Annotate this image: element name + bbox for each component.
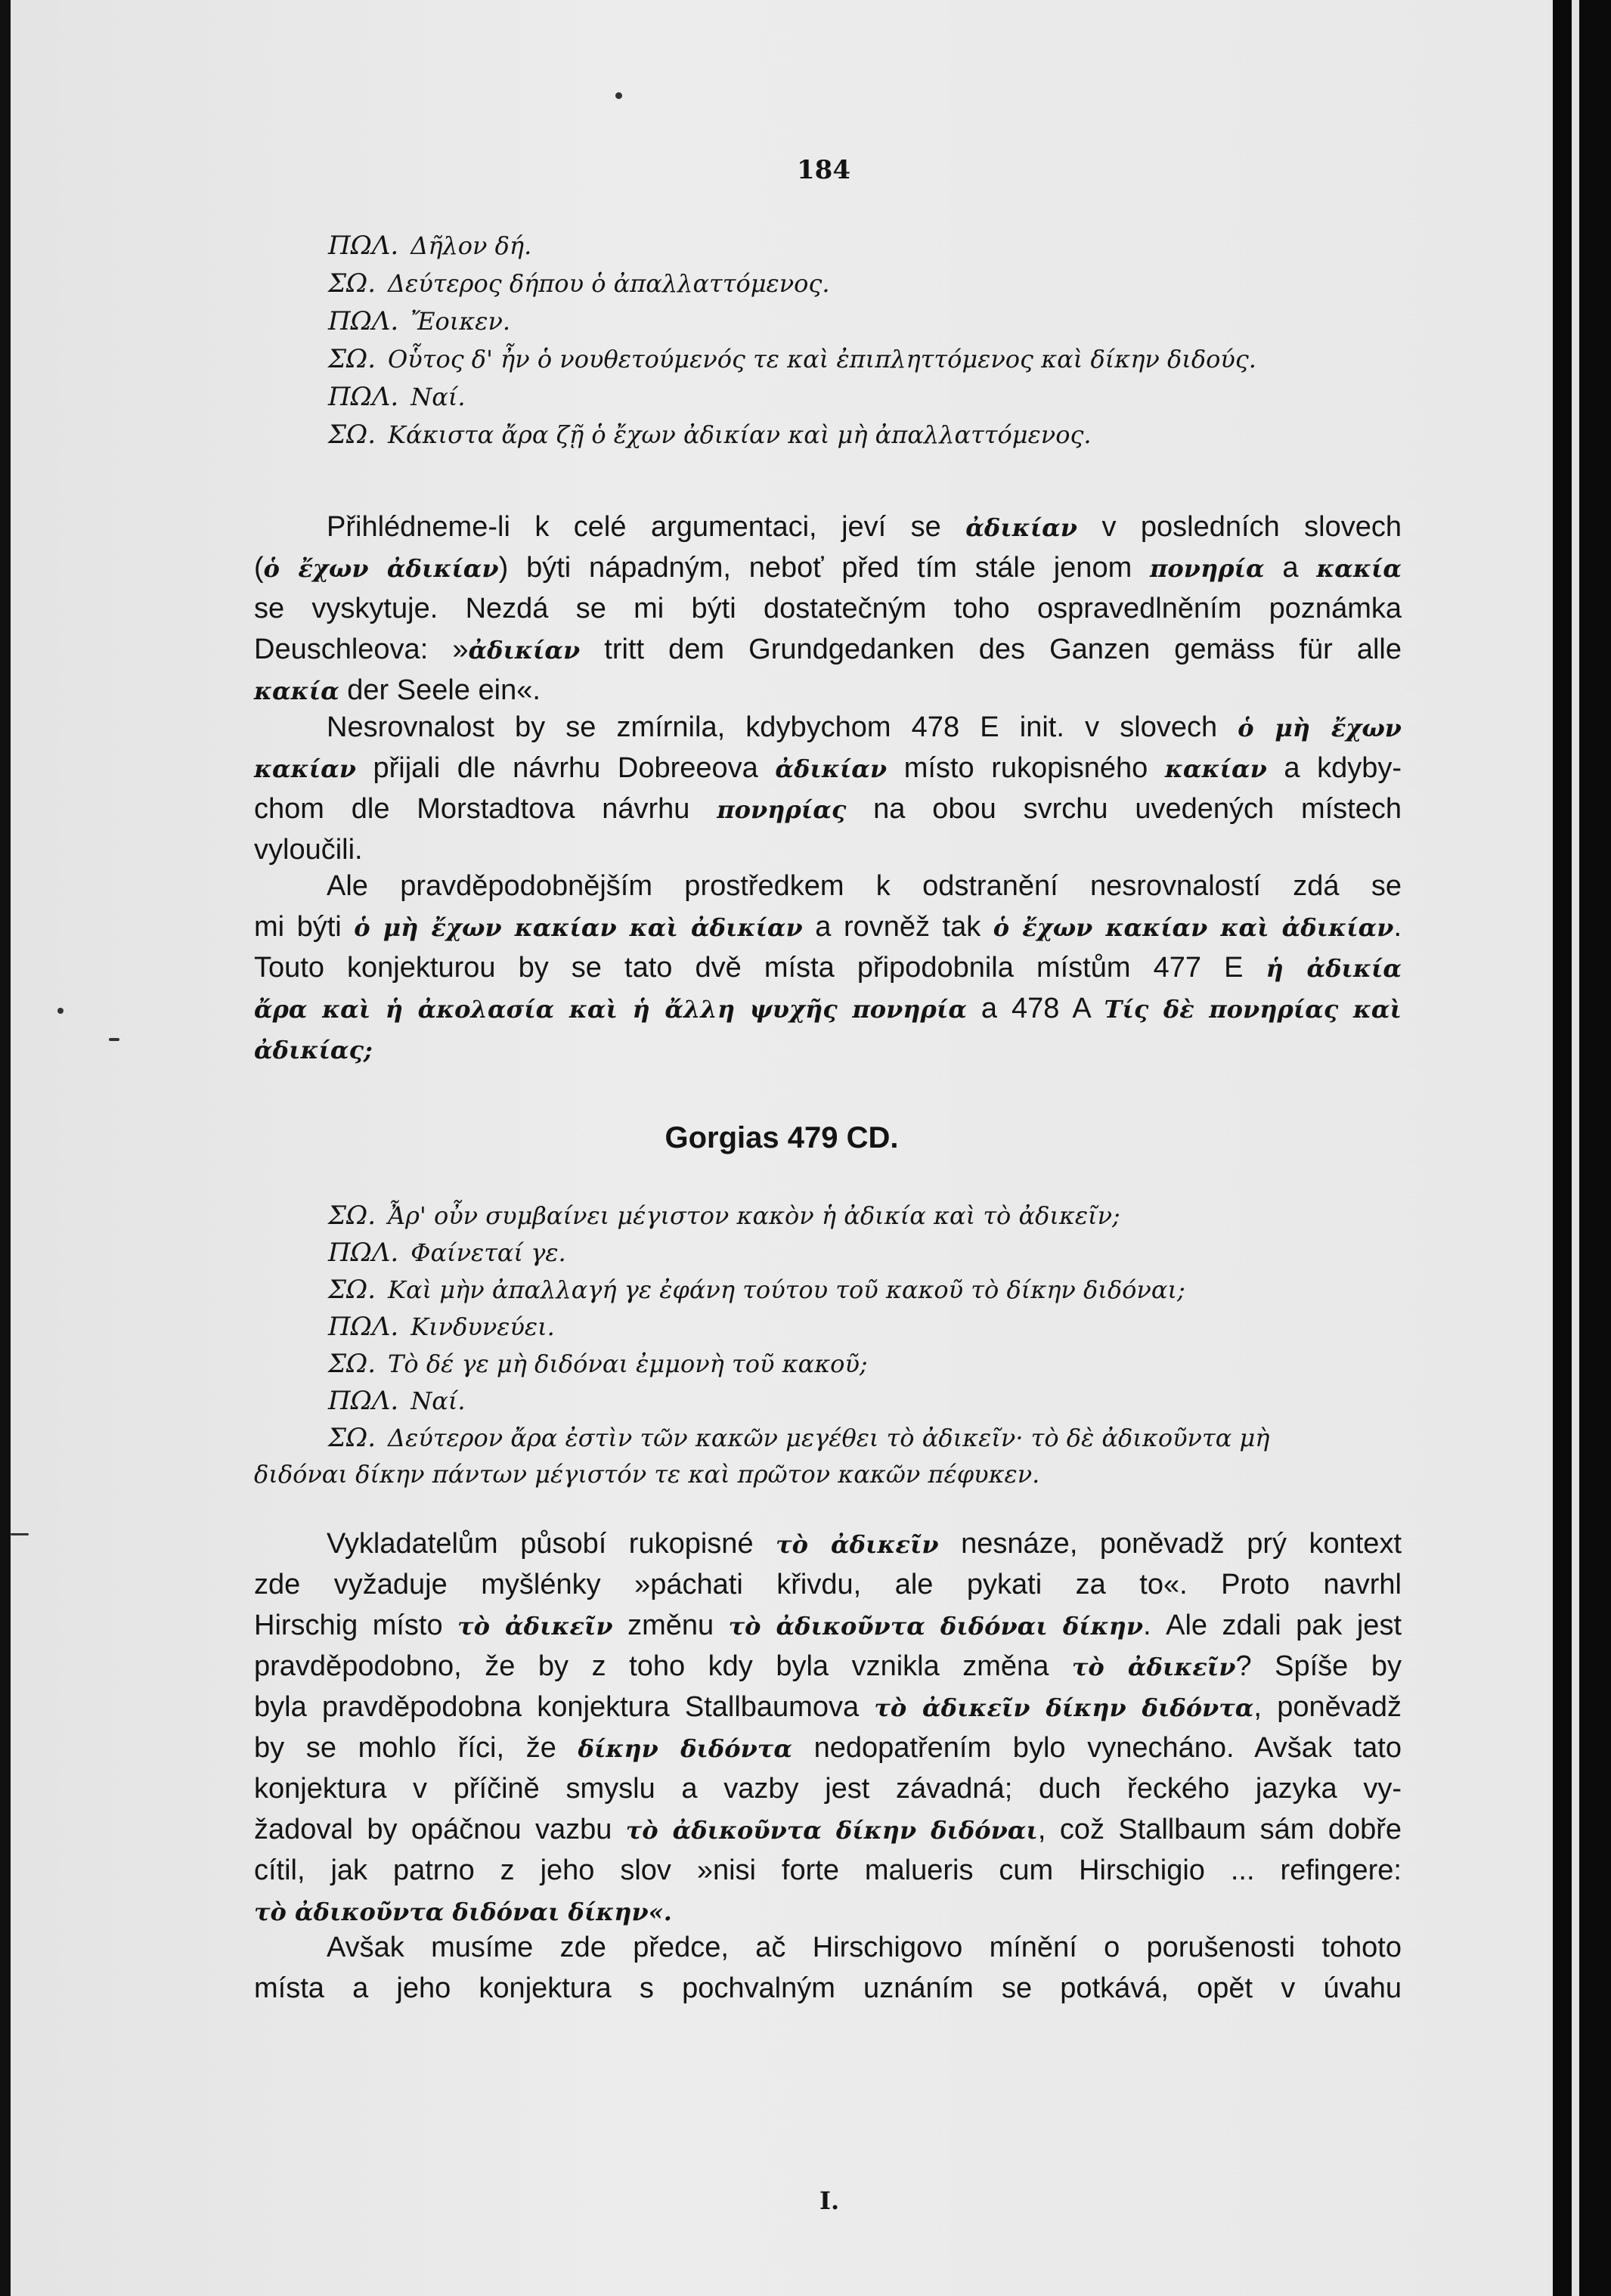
greek-term: ὁ ἔχων κακίαν καὶ ἀδικίαν xyxy=(993,913,1394,942)
text-run: konjektura v příčině smyslu a vazby jest závadná; duch řeckého jazyka vy- xyxy=(254,1773,1402,1805)
greek-term: κακίαν xyxy=(254,754,356,783)
text-run: nedopatřením bylo vynecháno. Avšak tato xyxy=(792,1732,1402,1764)
speaker-label: ΣΩ. xyxy=(328,1201,376,1231)
text-run: a xyxy=(1264,552,1317,584)
dialogue-line xyxy=(328,420,1092,450)
text-line xyxy=(254,594,1402,623)
greek-term: κακία xyxy=(254,677,339,705)
greek-quote: Φαίνεταί γε. xyxy=(410,1238,566,1267)
dialogue-line xyxy=(328,1312,555,1342)
text-run: místa a jeho konjektura s pochvalným uznáním se potkává, opět v úvahu xyxy=(254,1972,1402,2004)
greek-quote: Δεύτερον ἄρα ἐστὶν τῶν κακῶν μεγέθει τὸ ἀδικεῖν· τὸ δὲ ἀδικοῦντα μὴ xyxy=(388,1424,1270,1452)
text-run: . Ale zdali pak jest xyxy=(1143,1610,1402,1641)
scanned-page xyxy=(11,0,1553,2296)
greek-term: ὁ μὴ ἔχων κακίαν καὶ ἀδικίαν xyxy=(354,913,803,942)
greek-quote: Ναί. xyxy=(410,1387,466,1415)
text-run: Hirschig místo xyxy=(254,1610,458,1641)
dialogue-line xyxy=(254,1460,1039,1489)
text-run: a rovněž tak xyxy=(802,911,993,943)
greek-term: τὸ ἀδικεῖν xyxy=(1071,1653,1236,1681)
page-number: 184 xyxy=(797,155,850,185)
text-run: se vyskytuje. Nezdá se mi býti dostatečným toho ospravedlněním poznámka xyxy=(254,593,1402,624)
text-run: nesnáze, poněvadž prý kontext xyxy=(938,1528,1402,1560)
greek-term: πονηρία xyxy=(1150,554,1265,583)
scan-speck xyxy=(11,1533,29,1535)
speaker-label: ΠΩΛ. xyxy=(328,1312,399,1342)
text-line xyxy=(254,1570,1402,1599)
greek-quote: Κινδυνεύει. xyxy=(410,1312,555,1341)
greek-quote: Τὸ δέ γε μὴ διδόναι ἐμμονὴ τοῦ κακοῦ; xyxy=(388,1349,868,1378)
text-run: místo rukopisného xyxy=(887,752,1165,784)
scan-border xyxy=(1553,0,1611,2296)
text-run: Nesrovnalost by se zmírnila, kdybychom 478 E init. v slovech xyxy=(327,711,1238,743)
text-run: byla pravděpodobna konjektura Stallbaumova xyxy=(254,1691,875,1723)
text-run: . xyxy=(1393,911,1402,943)
text-run: přijali dle návrhu Dobreeova xyxy=(355,752,776,784)
greek-term: τὸ ἀδικεῖν xyxy=(457,1612,613,1641)
greek-quote: Καὶ μὴν ἀπαλλαγή γε ἐφάνη τούτου τοῦ κακοῦ τὸ δίκην διδόναι; xyxy=(388,1275,1185,1304)
speaker-label: ΠΩΛ. xyxy=(328,1238,399,1268)
text-run: a kdyby- xyxy=(1266,752,1402,784)
greek-term: τὸ ἀδικεῖν xyxy=(776,1530,939,1559)
text-line xyxy=(254,835,363,864)
dialogue-line xyxy=(328,1349,868,1379)
greek-term: ἄρα καὶ ἡ ἀκολασία καὶ ἡ ἄλλη ψυχῆς πονηρία xyxy=(254,995,967,1024)
greek-term: ὁ μὴ ἔχων xyxy=(1238,714,1402,742)
greek-term: τὸ ἀδικοῦντα διδόναι δίκην«. xyxy=(254,1898,672,1926)
scan-speck xyxy=(57,1008,64,1014)
greek-quote: Ἔοικεν. xyxy=(410,307,511,336)
text-run: ( xyxy=(254,552,264,584)
greek-term: ἀδικίαν xyxy=(775,754,888,783)
text-run: , což Stallbaum sám dobře xyxy=(1037,1814,1402,1845)
scan-speck xyxy=(615,92,622,99)
dialogue-line xyxy=(328,231,531,261)
greek-quote: διδόναι δίκην πάντων μέγιστόν τε καὶ πρῶτον κακῶν πέφυκεν. xyxy=(254,1460,1040,1489)
text-run: Deuschleova: » xyxy=(254,634,469,665)
dialogue-line xyxy=(328,1201,1120,1231)
text-run: tritt dem Grundgedanken des Ganzen gemäss für alle xyxy=(580,634,1402,665)
speaker-label: ΣΩ. xyxy=(328,1423,376,1453)
greek-term: ἀδικίαν xyxy=(468,636,581,665)
text-line xyxy=(254,1974,1402,2003)
text-run: Vykladatelům působí rukopisné xyxy=(327,1528,776,1560)
greek-term: τὸ ἀδικοῦντα δίκην διδόναι xyxy=(625,1816,1038,1845)
text-run: ? Spíše by xyxy=(1235,1650,1402,1682)
speaker-label: ΣΩ. xyxy=(328,268,376,299)
scan-border-strip xyxy=(1572,0,1579,2296)
text-line xyxy=(254,754,1402,782)
text-run: zde vyžaduje myšlénky »páchati křivdu, ale pykati za to«. Proto navrhl xyxy=(254,1569,1402,1600)
text-run: a 478 A xyxy=(966,993,1104,1024)
signature-mark: I. xyxy=(819,2186,840,2215)
text-run: , poněvadž xyxy=(1253,1691,1402,1723)
text-run: Přihlédneme-li k celé argumentaci, jeví se xyxy=(327,511,966,543)
speaker-label: ΣΩ. xyxy=(328,344,376,374)
text-run: vyloučili. xyxy=(254,834,363,866)
greek-quote: Ναί. xyxy=(410,383,466,411)
text-run: Avšak musíme zde předce, ač Hirschigovo mínění o porušenosti tohoto xyxy=(327,1932,1402,1963)
dialogue-line xyxy=(328,1386,466,1416)
text-line xyxy=(254,635,1402,664)
greek-term: δίκην διδόντα xyxy=(578,1734,792,1763)
greek-term: ἀδικίας; xyxy=(254,1036,373,1064)
text-run: žadoval by opáčnou vazbu xyxy=(254,1814,626,1845)
dialogue-line xyxy=(328,306,510,336)
text-line xyxy=(254,1856,1402,1885)
speaker-label: ΠΩΛ. xyxy=(328,306,399,336)
dialogue-line xyxy=(328,1238,566,1268)
speaker-label: ΣΩ. xyxy=(328,1275,376,1305)
dialogue-line xyxy=(328,382,466,412)
dialogue-line xyxy=(328,1423,1269,1453)
text-run: pravděpodobno, že by z toho kdy byla vznikla změna xyxy=(254,1650,1072,1682)
text-line xyxy=(254,1035,373,1064)
text-line xyxy=(254,553,1402,582)
text-run: ) býti nápadným, neboť před tím stále jenom xyxy=(498,552,1150,584)
text-run: chom dle Morstadtova návrhu xyxy=(254,793,717,825)
text-line xyxy=(254,676,541,705)
greek-term: τὸ ἀδικοῦντα διδόναι δίκην xyxy=(728,1612,1144,1641)
greek-term: ὁ ἔχων ἀδικίαν xyxy=(263,554,499,583)
text-run: by se mohlo říci, že xyxy=(254,1732,578,1764)
speaker-label: ΠΩΛ. xyxy=(328,231,399,261)
greek-term: πονηρίας xyxy=(717,795,847,824)
text-run: Touto konjekturou by se tato dvě místa připodobnila místům 477 E xyxy=(254,952,1266,984)
speaker-label: ΣΩ. xyxy=(328,1349,376,1379)
greek-term: κακία xyxy=(1316,554,1402,583)
text-line xyxy=(327,713,1402,742)
greek-term: ἀδικίαν xyxy=(965,513,1077,542)
text-run: v posledních slovech xyxy=(1077,511,1402,543)
text-line xyxy=(327,513,1402,541)
greek-term: κακίαν xyxy=(1164,754,1267,783)
greek-term: ἡ ἀδικία xyxy=(1266,954,1402,983)
text-line xyxy=(254,1652,1402,1681)
text-line xyxy=(254,1897,672,1926)
text-run: cítil, jak patrno z jeho slov »nisi forte malueris cum Hirschigio ... refingere: xyxy=(254,1854,1402,1886)
dialogue-line xyxy=(328,1275,1185,1305)
text-line xyxy=(254,1815,1402,1844)
text-line xyxy=(254,1774,1402,1803)
text-run: der Seele ein«. xyxy=(339,674,541,706)
scan-speck xyxy=(109,1038,119,1041)
text-line xyxy=(254,953,1402,982)
greek-quote: Δῆλον δή. xyxy=(410,231,532,260)
text-line xyxy=(327,1933,1402,1962)
greek-quote: Δεύτερος δήπου ὁ ἀπαλλαττόμενος. xyxy=(388,269,830,298)
greek-quote: Κάκιστα ἄρα ζῇ ὁ ἔχων ἀδικίαν καὶ μὴ ἀπαλλαττόμενος. xyxy=(388,420,1092,449)
text-run: mi býti xyxy=(254,911,355,943)
text-line xyxy=(254,913,1402,941)
dialogue-line xyxy=(328,344,1256,374)
text-line xyxy=(254,1693,1402,1721)
greek-quote: Ἆρ' οὖν συμβαίνει μέγιστον κακὸν ἡ ἀδικία καὶ τὸ ἀδικεῖν; xyxy=(388,1201,1120,1230)
speaker-label: ΣΩ. xyxy=(328,420,376,450)
greek-term: τὸ ἀδικεῖν δίκην διδόντα xyxy=(874,1693,1254,1722)
speaker-label: ΠΩΛ. xyxy=(328,382,399,412)
greek-term: Τίς δὲ πονηρίας καὶ xyxy=(1104,995,1402,1024)
section-heading: Gorgias 479 CD. xyxy=(665,1121,899,1154)
speaker-label: ΠΩΛ. xyxy=(328,1386,399,1416)
text-line xyxy=(327,872,1402,900)
text-run: změnu xyxy=(612,1610,729,1641)
dialogue-line xyxy=(328,268,830,299)
text-line xyxy=(327,1529,1402,1558)
text-line xyxy=(254,1734,1402,1762)
text-line xyxy=(254,795,1402,823)
text-line xyxy=(254,1611,1402,1640)
text-run: na obou svrchu uvedených místech xyxy=(846,793,1402,825)
text-run: Ale pravděpodobnějším prostředkem k odstranění nesrovnalostí zdá se xyxy=(327,870,1402,902)
greek-quote: Οὗτος δ' ἦν ὁ νουθετούμενός τε καὶ ἐπιπληττόμενος καὶ δίκην διδούς. xyxy=(388,345,1256,373)
text-line xyxy=(254,994,1402,1023)
